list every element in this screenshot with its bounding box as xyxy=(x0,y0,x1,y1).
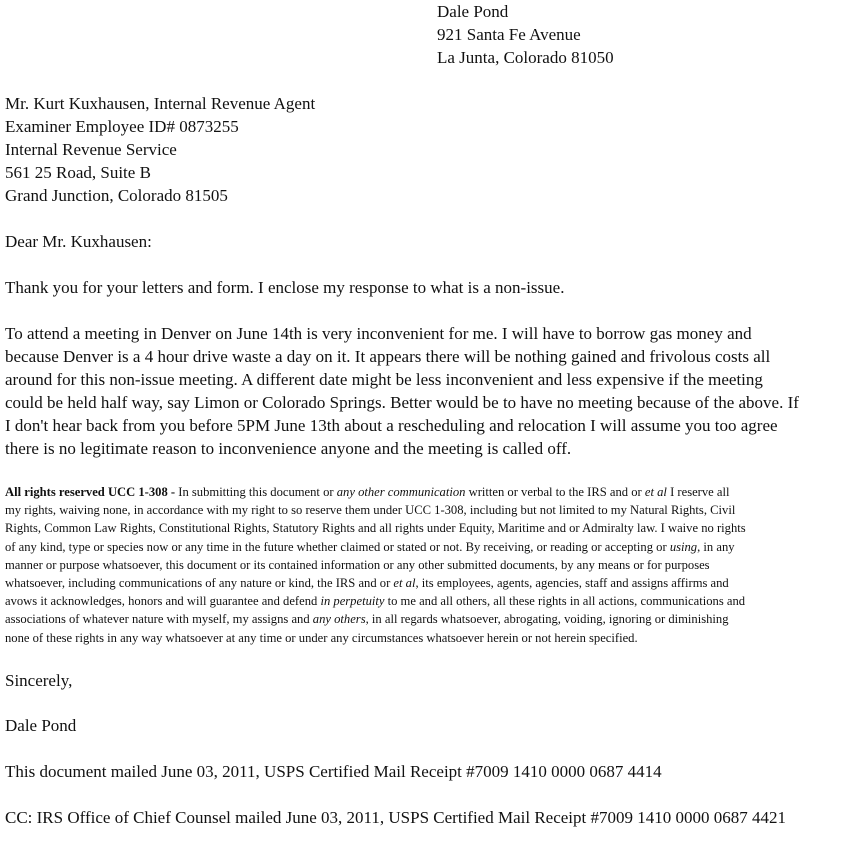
salutation: Dear Mr. Kuxhausen: xyxy=(5,232,152,251)
rights-heading: All rights reserved UCC 1-308 - xyxy=(5,485,176,499)
sender-street: 921 Santa Fe Avenue xyxy=(437,25,581,44)
paragraph-thanks: Thank you for your letters and form. I enclose my response to what is a non-issue. xyxy=(5,278,565,297)
rights-text: associations of whatever nature with myself, my assigns and xyxy=(5,612,313,627)
closing: Sincerely, xyxy=(5,671,73,690)
paragraph-line: because Denver is a 4 hour drive waste a day on it. It appears there will be nothing gained and frivolous costs all xyxy=(5,347,771,366)
recipient-address xyxy=(5,92,315,207)
rights-line xyxy=(5,483,845,501)
paragraph-line: there is no legitimate reason to inconvenience anyone and the meeting is called off. xyxy=(5,439,572,458)
rights-italic: in perpetuity xyxy=(320,594,385,609)
rights-italic: using xyxy=(669,539,698,554)
rights-line xyxy=(5,538,845,556)
sender-city: La Junta, Colorado 81050 xyxy=(437,48,614,67)
rights-text: whatsoever, including communications of any nature or kind, the IRS and or xyxy=(5,576,394,591)
recipient-name: Mr. Kurt Kuxhausen, Internal Revenue Agent xyxy=(5,94,316,113)
rights-text: written or verbal to the IRS and or xyxy=(465,485,645,499)
rights-line: Rights, Common Law Rights, Constitutional Rights, Statutory Rights and all rights under Equity, Maritime and or Admiralty law. I waive no rights xyxy=(5,521,746,536)
rights-text: In submitting this document or xyxy=(175,485,337,499)
paragraph-line: I don't hear back from you before 5PM June 13th about a rescheduling and relocation I will assume you too agree xyxy=(5,416,778,435)
rights-italic: any other communication xyxy=(336,485,466,499)
rights-text: , in all regards whatsoever, abrogating, voiding, ignoring or diminishing xyxy=(365,612,729,627)
sender-address xyxy=(437,0,614,69)
paragraph-line: To attend a meeting in Denver on June 14th is very inconvenient for me. I will have to borrow gas money and xyxy=(5,324,752,343)
recipient-city: Grand Junction, Colorado 81505 xyxy=(5,186,228,205)
paragraph-line: could be held half way, say Limon or Colorado Springs. Better would be to have no meeting because of the above. If xyxy=(5,393,799,412)
mailing-notice: This document mailed June 03, 2011, USPS Certified Mail Receipt #7009 1410 0000 0687 4414 xyxy=(5,762,662,781)
recipient-employee-id: Examiner Employee ID# 0873255 xyxy=(5,117,239,136)
recipient-organization: Internal Revenue Service xyxy=(5,140,177,159)
rights-italic: et al xyxy=(393,576,416,591)
rights-italic: any others xyxy=(312,612,366,627)
rights-text: I reserve all xyxy=(666,485,730,499)
rights-text: of any kind, type or species now or any time in the future whether claimed or stated or not. By receiving, or reading or accepting or xyxy=(5,539,670,554)
rights-text: avows it acknowledges, honors and will guarantee and defend xyxy=(5,594,321,609)
rights-text: to me and all others, all these rights in all actions, communications and xyxy=(384,594,746,609)
rights-italic: et al xyxy=(644,485,667,499)
paragraph-meeting xyxy=(5,322,851,460)
signature: Dale Pond xyxy=(5,716,77,735)
rights-line: my rights, waiving none, in accordance with my right to so reserve them under UCC 1-308, including but not limited to my Natural Rights, Civil xyxy=(5,503,736,518)
rights-reserved-notice xyxy=(5,483,845,647)
rights-line xyxy=(5,592,845,610)
rights-line xyxy=(5,610,845,628)
sender-name: Dale Pond xyxy=(437,2,509,21)
rights-text: , in any xyxy=(697,539,735,554)
recipient-street: 561 25 Road, Suite B xyxy=(5,163,151,182)
rights-text: , its employees, agents, agencies, staff and assigns affirms and xyxy=(415,576,729,591)
paragraph-line: around for this non-issue meeting. A different date might be less inconvenient and less expensive if the meeting xyxy=(5,370,763,389)
rights-line: manner or purpose whatsoever, this document or its contained information or any other submitted documents, by any means or for purposes xyxy=(5,557,710,572)
rights-line: none of these rights in any way whatsoever at any time or under any circumstances whatsoever herein or not herein specified. xyxy=(5,630,638,645)
cc-notice: CC: IRS Office of Chief Counsel mailed June 03, 2011, USPS Certified Mail Receipt #7009 1410 0000 0687 4421 xyxy=(5,808,786,827)
rights-line xyxy=(5,574,845,592)
